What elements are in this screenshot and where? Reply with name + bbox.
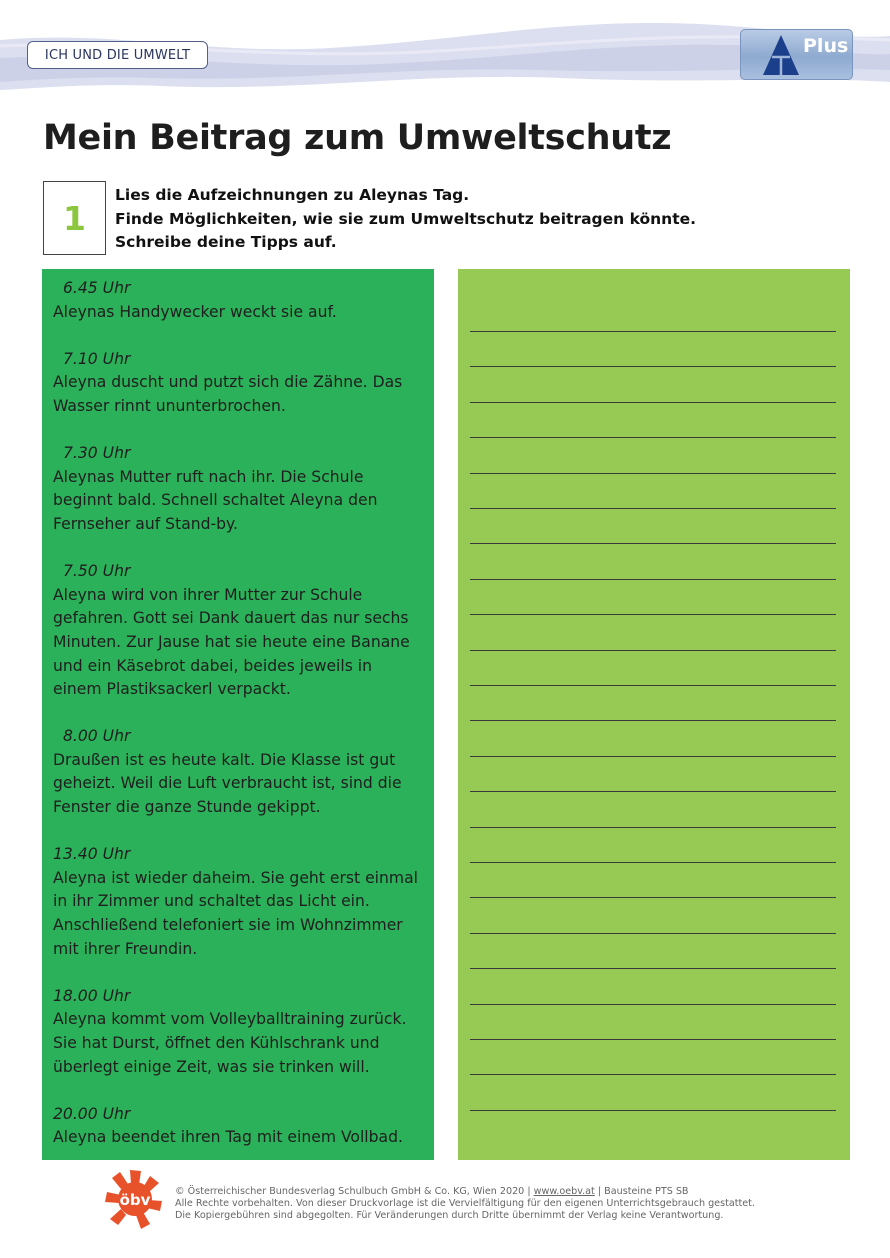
entry-text-line: Draußen ist es heute kalt. Die Klasse ist gut [53,750,396,769]
entry-text-line: Aleynas Handywecker weckt sie auf. [53,302,337,321]
instruction-line: Finde Möglichkeiten, wie sie zum Umweltschutz beitragen könnte. [115,209,697,228]
story-entry [53,277,428,324]
entry-text-line: überlegt einige Zeit, was sie trinken will. [53,1057,370,1076]
answer-writing-line[interactable] [470,720,836,721]
story-entry [53,725,428,819]
entry-text-line: Fenster die ganze Stunde gekippt. [53,798,321,817]
entry-text-line: Aleyna duscht und putzt sich die Zähne. Das [53,373,403,392]
answer-writing-line[interactable] [470,579,836,580]
task-number: 1 [43,181,106,255]
entry-time: 7.30 Uhr [63,444,131,463]
entry-text-line: geheizt. Weil die Luft verbraucht ist, sind die [53,774,402,793]
answer-writing-line[interactable] [470,1074,836,1075]
footer-line-suffix: | Bausteine PTS SB [594,1186,689,1197]
logo-text: öbv [119,1191,151,1209]
entry-text-line: Anschließend telefoniert sie im Wohnzimmer [53,916,403,935]
entry-text-line: Aleyna wird von ihrer Mutter zur Schule [53,585,363,604]
answer-writing-line[interactable] [470,862,836,863]
footer-line: Die Kopiergebühren sind abgegolten. Für Veränderungen durch Dritte übernimmt der Verlag keine Verantwortung. [175,1210,724,1222]
answer-writing-line[interactable] [470,1039,836,1040]
entry-text-line: Fernseher auf Stand-by. [53,514,239,533]
answer-writing-line[interactable] [470,933,836,934]
entry-text-line: Aleynas Mutter ruft nach ihr. Die Schule [53,467,364,486]
answer-writing-line[interactable] [470,685,836,686]
entry-text-line: Minuten. Zur Jause hat sie heute eine Banane [53,632,410,651]
entry-time: 18.00 Uhr [53,986,131,1005]
entry-text-line: und ein Käsebrot dabei, beides jeweils in [53,656,373,675]
answer-writing-line[interactable] [470,543,836,544]
entry-text-line: Wasser rinnt ununterbrochen. [53,396,286,415]
entry-text-line: Aleyna beendet ihren Tag mit einem Vollbad. [53,1128,403,1147]
answer-writing-line[interactable] [470,1110,836,1111]
entry-text-line: gefahren. Gott sei Dank dauert das nur sechs [53,609,409,628]
answer-writing-line[interactable] [470,756,836,757]
story-entry [53,348,428,419]
entry-text-line: in ihr Zimmer und schaltet das Licht ein. [53,892,370,911]
instruction-line: Lies die Aufzeichnungen zu Aleynas Tag. [115,186,470,204]
entry-time: 7.50 Uhr [63,562,131,581]
answer-writing-line[interactable] [470,402,836,403]
story-entry [53,985,428,1079]
footer-copyright [175,1186,755,1223]
answer-panel [458,269,850,1160]
answer-writing-line[interactable] [470,650,836,651]
footer-line: Alle Rechte vorbehalten. Von dieser Druckvorlage ist die Vervielfältigung für den eigenen Unterrichtsgebrauch gestattet. [175,1198,755,1210]
pyramid-icon [761,33,801,79]
entry-text-line: Aleyna ist wieder daheim. Sie geht erst einmal [53,868,418,887]
answer-writing-line[interactable] [470,1004,836,1005]
oebv-logo [104,1168,164,1230]
answer-writing-line[interactable] [470,791,836,792]
story-panel [42,269,434,1160]
entry-time: 6.45 Uhr [63,279,131,297]
task-instructions [115,184,696,255]
page-title: Mein Beitrag zum Umweltschutz [43,118,672,158]
answer-writing-line[interactable] [470,437,836,438]
entry-time: 8.00 Uhr [63,727,131,746]
entry-text-line: mit ihrer Freundin. [53,939,198,958]
footer-line [175,1186,755,1198]
plus-badge [740,29,853,80]
entry-text-line: Aleyna kommt vom Volleyballtraining zurück. [53,1010,407,1029]
answer-writing-line[interactable] [470,508,836,509]
answer-writing-line[interactable] [470,473,836,474]
entry-time: 20.00 Uhr [53,1104,131,1123]
publisher-link[interactable]: www.oebv.at [533,1186,595,1197]
story-entry [53,560,428,702]
entry-time: 7.10 Uhr [63,349,131,368]
entry-text-line: beginnt bald. Schnell schaltet Aleyna den [53,491,378,510]
story-entry [53,442,428,536]
footer-line-prefix: © Österreichischer Bundesverlag Schulbuch GmbH & Co. KG, Wien 2020 | [175,1186,534,1197]
answer-writing-line[interactable] [470,827,836,828]
story-entry [53,843,428,961]
story-entry [53,1103,428,1150]
entry-text-line: einem Plastiksackerl verpackt. [53,680,291,699]
answer-writing-line[interactable] [470,366,836,367]
plus-label: Plus [803,35,849,57]
answer-writing-line[interactable] [470,614,836,615]
chapter-tag: ICH UND DIE UMWELT [27,41,208,69]
answer-writing-line[interactable] [470,968,836,969]
entry-time: 13.40 Uhr [53,845,131,864]
instruction-line: Schreibe deine Tipps auf. [115,233,337,251]
entry-text-line: Sie hat Durst, öffnet den Kühlschrank und [53,1034,380,1052]
answer-writing-line[interactable] [470,897,836,898]
answer-writing-line[interactable] [470,331,836,332]
